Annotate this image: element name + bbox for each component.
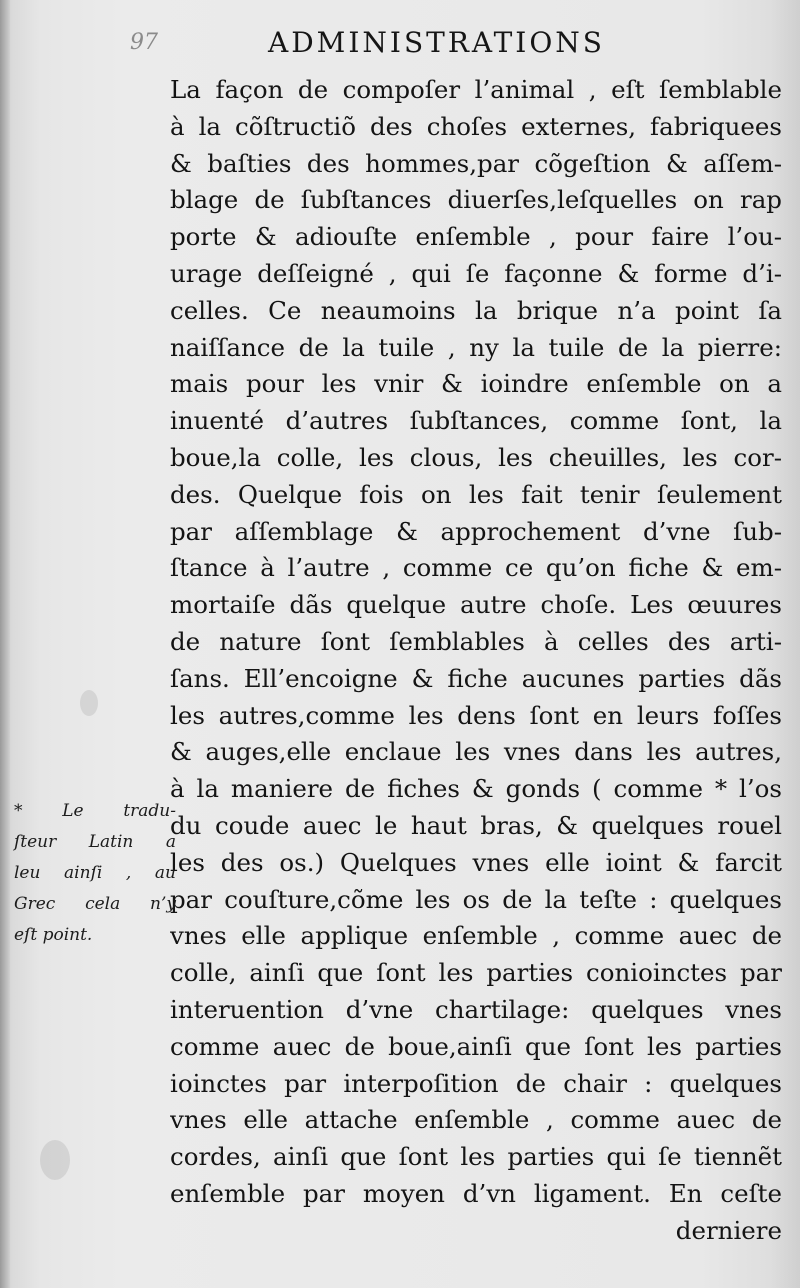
- text-line: à la maniere de fiches & gonds ( comme * l’os: [170, 774, 782, 804]
- text-line: comme auec de boue,ainſi que ſont les parties: [170, 1031, 782, 1061]
- catchword: derniere: [675, 1215, 782, 1245]
- text-line: mais pour les vnir & ioindre enſemble on a: [170, 369, 782, 399]
- text-line: boue,la colle, les clous, les cheuilles, les cor-: [170, 442, 782, 472]
- marginal-note-line: leu ainſi , au: [14, 863, 176, 883]
- text-line: à la cõſtructiõ des choſes externes, fabriquees: [170, 111, 782, 141]
- text-line: les des os.) Quelques vnes elle ioint & farcit: [170, 847, 782, 877]
- text-line: vnes elle attache enſemble , comme auec de: [170, 1105, 782, 1135]
- text-line: celles. Ce neaumoins la brique n’a point ſa: [170, 295, 782, 325]
- folio-number: 97: [130, 30, 158, 55]
- body-text-block: [170, 72, 782, 1250]
- marginal-note-line: ſteur Latin a: [14, 832, 176, 852]
- text-line: interuention d’vne chartilage: quelques vnes: [170, 994, 782, 1024]
- paper-stain: [80, 690, 98, 716]
- marginal-note: [14, 796, 176, 951]
- marginal-note-line: eſt point.: [14, 925, 93, 945]
- text-line: naiſſance de la tuile , ny la tuile de la pierre:: [170, 332, 782, 362]
- text-line: les autres,comme les dens ſont en leurs foſſes: [170, 700, 782, 730]
- gutter-shadow: [0, 0, 10, 1288]
- text-line: des. Quelque fois on les fait tenir ſeulement: [170, 479, 782, 509]
- text-line: mortaiſe dãs quelque autre choſe. Les œuures: [170, 590, 782, 620]
- marginal-note-line: Grec cela n’y: [14, 894, 176, 914]
- text-line: colle, ainſi que ſont les parties conioinctes par: [170, 958, 782, 988]
- running-head: ADMINISTRATIONS: [268, 26, 605, 59]
- text-line: porte & adiouſte enſemble , pour faire l’ou-: [170, 222, 782, 252]
- text-line: enſemble par moyen d’vn ligament. En ceſte: [170, 1178, 782, 1208]
- text-line: ſtance à l’autre , comme ce qu’on fiche & em-: [170, 553, 782, 583]
- text-line: vnes elle applique enſemble , comme auec de: [170, 921, 782, 951]
- text-line: urage deſſeigné , qui ſe façonne & forme d’i-: [170, 258, 782, 288]
- text-line: inuenté d’autres ſubſtances, comme ſont, la: [170, 406, 782, 436]
- text-line: cordes, ainſi que ſont les parties qui ſe tiennẽt: [170, 1142, 782, 1172]
- text-line: & auges,elle enclaue les vnes dans les autres,: [170, 737, 782, 767]
- text-line: par couſture,cõme les os de la teſte : quelques: [170, 884, 782, 914]
- paper-stain: [40, 1140, 70, 1180]
- text-line: ioinctes par interpoſition de chair : quelques: [170, 1068, 782, 1098]
- text-line: La façon de compoſer l’animal , eſt ſemblable: [170, 75, 782, 104]
- text-line: & baſties des hommes,par cõgeſtion & aſſem-: [170, 148, 782, 178]
- text-line: ſans. Ell’encoigne & fiche aucunes parties dãs: [170, 663, 782, 693]
- text-line: du coude auec le haut bras, & quelques rouel: [170, 810, 782, 840]
- marginal-note-line: * Le tradu-: [14, 801, 176, 821]
- text-line: blage de ſubſtances diuerſes,leſquelles on rap: [170, 185, 782, 215]
- text-line: de nature ſont ſemblables à celles des arti-: [170, 626, 782, 656]
- text-line: par aſſemblage & approchement d’vne ſub-: [170, 516, 782, 546]
